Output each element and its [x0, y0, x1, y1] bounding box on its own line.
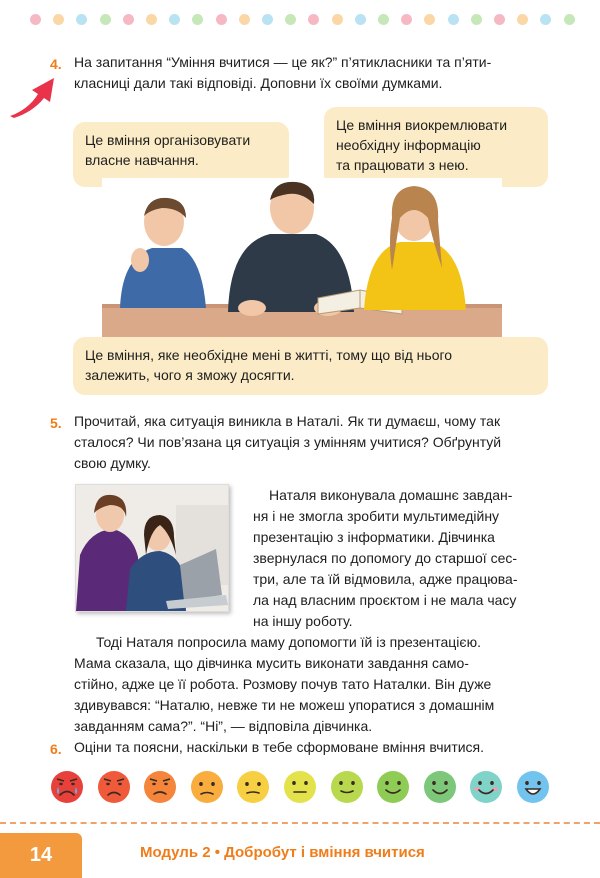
- decorative-dot: [517, 14, 528, 25]
- task-4-text: На запитання “Уміння вчитися — це як?” п’ятикласники та п’яти- класниці дали такі відповіді. Доповни їх своїми думками.: [74, 54, 492, 91]
- speech-bubble-right: Це вміння виокремлювати необхідну інформацію та працювати з нею.: [324, 107, 548, 187]
- speech-bubble-left: Це вміння організовувати власне навчання.: [73, 122, 289, 187]
- decorative-dot: [448, 14, 459, 25]
- decorative-dot: [378, 14, 389, 25]
- decorative-dot: [146, 14, 157, 25]
- decorative-dot: [216, 14, 227, 25]
- happy-face-icon: [423, 770, 457, 804]
- decorative-dot: [53, 14, 64, 25]
- decorative-dot: [564, 14, 575, 25]
- decorative-dot: [494, 14, 505, 25]
- speech-bubble-bottom: Це вміння, яке необхідне мені в житті, тому що від нього залежить, чого я зможу досягти.: [73, 337, 548, 395]
- emoji-rating-scale: [50, 770, 550, 804]
- page-number: 14: [0, 833, 82, 878]
- crying-face-icon: [50, 770, 84, 804]
- task-5-text: Прочитай, яка ситуація виникла в Наталі. Як ти думаєш, чому так сталося? Чи пов’язана ця ситуація з умінням учитися? Обґрунтуй свою думку.: [74, 413, 502, 471]
- slight-smile-face-icon: [330, 770, 364, 804]
- children-photo: [102, 178, 502, 340]
- smile-face-icon: [376, 770, 410, 804]
- footer-module-title: Модуль 2 • Добробут і вміння вчитися: [140, 844, 425, 861]
- footer-divider: [0, 822, 600, 824]
- decorative-dot: [471, 14, 482, 25]
- arrow-icon: [8, 72, 58, 120]
- decorative-dot: [424, 14, 435, 25]
- grinning-face-icon: [516, 770, 550, 804]
- decorative-dot: [262, 14, 273, 25]
- decorative-dot: [169, 14, 180, 25]
- decorative-dot: [308, 14, 319, 25]
- decorative-dot: [332, 14, 343, 25]
- decorative-dot: [100, 14, 111, 25]
- decorative-dot: [76, 14, 87, 25]
- task-number-5: 5.: [50, 415, 62, 431]
- blushing-face-icon: [469, 770, 503, 804]
- mother-daughter-photo: [75, 484, 229, 612]
- decorative-dot: [285, 14, 296, 25]
- decorative-dot: [192, 14, 203, 25]
- frustrated-face-icon: [143, 770, 177, 804]
- task-number-4: 4.: [50, 56, 62, 72]
- decorative-dot: [355, 14, 366, 25]
- story-paragraph-1: Наталя виконувала домашнє завдан- ня і не змогла зробити мультимедійну презентацію з інформатики. Дівчинка звернулася по допомогу до старшої сес- три, але та їй відмовила, адже працюва- ла над власним проєктом і не мала часу на іншу роботу.: [253, 487, 518, 629]
- task-6-text: Оціни та поясни, наскільки в тебе сформоване вміння вчитися.: [74, 739, 485, 755]
- sad-face-icon: [190, 770, 224, 804]
- decorative-dot-row: [30, 14, 575, 26]
- decorative-dot: [540, 14, 551, 25]
- decorative-dot: [401, 14, 412, 25]
- story-paragraph-2: Тоді Наталя попросила маму допомогти їй із презентацією. Мама сказала, що дівчинка мусить виконати завдання само- стійно, адже це її робота. Розмову почув тато Наталки. Він дуже здивувався: “Наталю, невже ти не можеш упоратися з домашнім завданням сама?”. “Ні”, — відповіла дівчинка.: [74, 634, 495, 734]
- task-number-6: 6.: [50, 741, 62, 757]
- decorative-dot: [30, 14, 41, 25]
- decorative-dot: [123, 14, 134, 25]
- unhappy-face-icon: [236, 770, 270, 804]
- neutral-face-icon: [283, 770, 317, 804]
- decorative-dot: [239, 14, 250, 25]
- angry-face-icon: [97, 770, 131, 804]
